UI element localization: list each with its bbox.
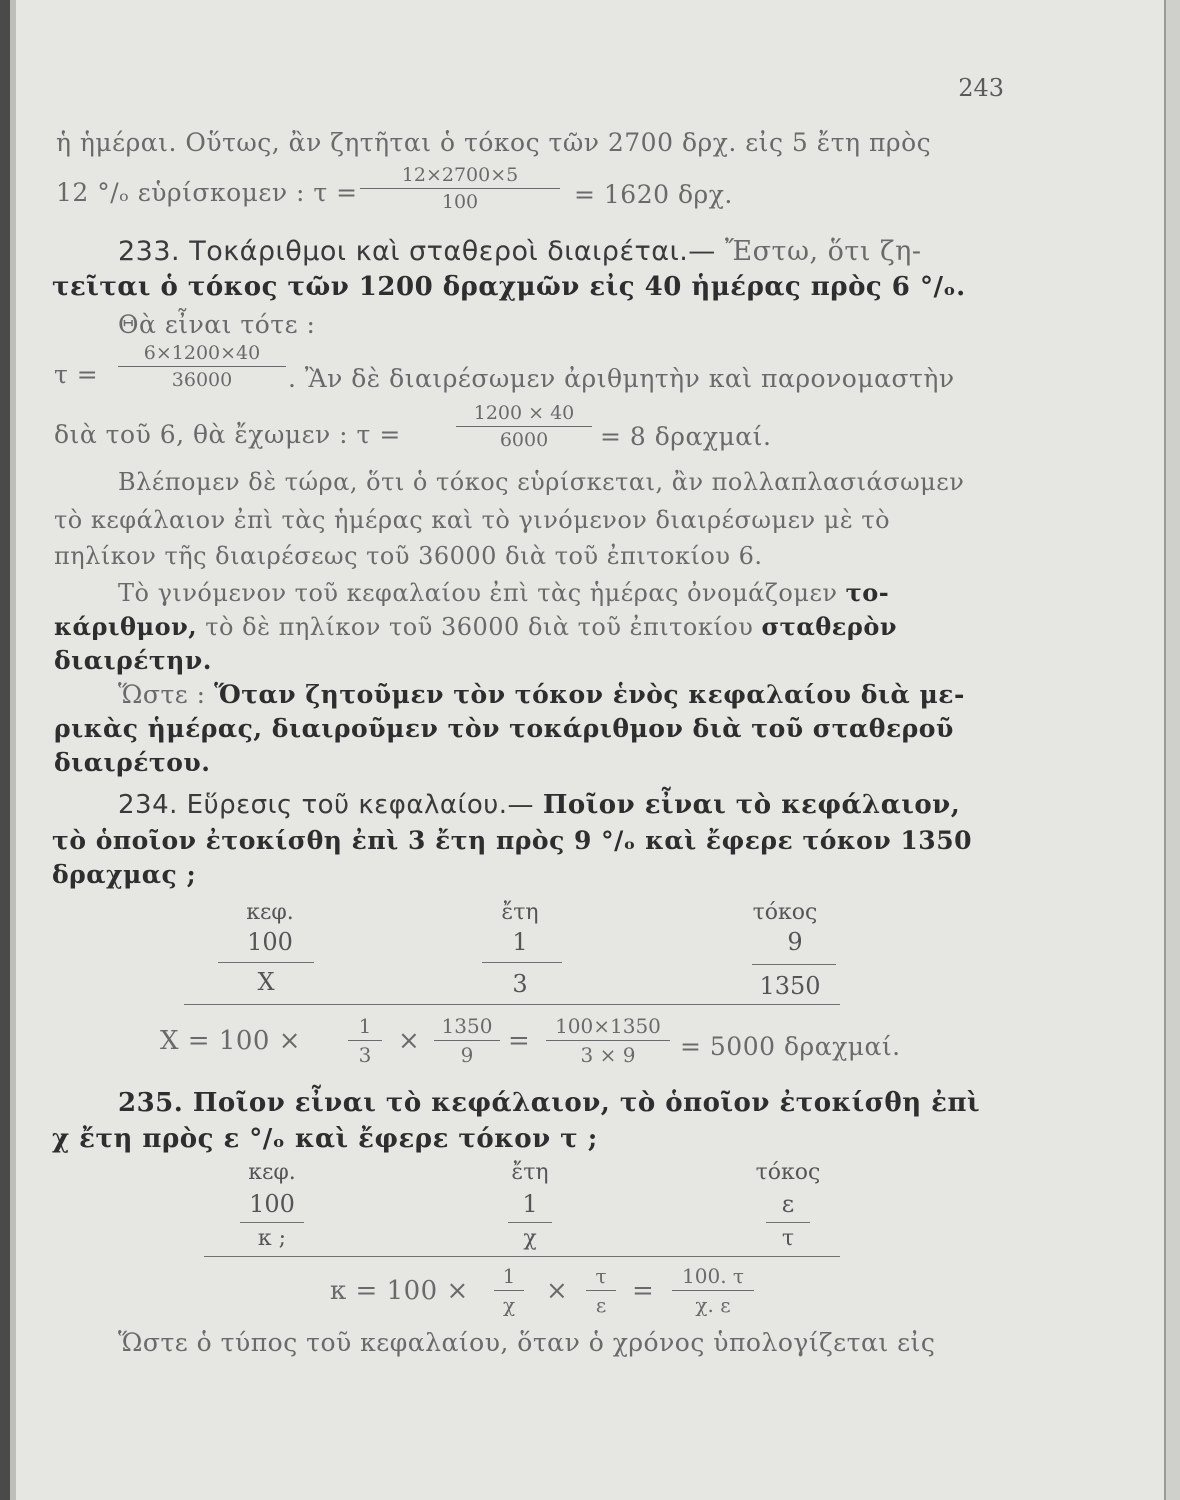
heading-text: 234. Εὕρεσις τοῦ κεφαλαίου.— (118, 790, 535, 820)
equation-text: = (508, 1026, 531, 1056)
fraction-bar (118, 366, 286, 367)
fraction-denominator: 3 (358, 1043, 372, 1067)
table-cell: 3 (512, 970, 528, 998)
equation-text: κ = 100 × (330, 1276, 469, 1306)
term-bold: το- (845, 578, 890, 607)
text-line: . Ἂν δὲ διαιρέσωμεν ἀριθμητὴν καὶ παρονομαστὴν (288, 364, 955, 393)
table-cell: 100 (249, 1190, 295, 1218)
table-cell: κ ; (257, 1226, 287, 1251)
text-line: διὰ τοῦ 6, θὰ ἔχωμεν : τ = (54, 420, 401, 449)
table-header: τόκος (752, 900, 818, 925)
fraction-denominator: 6000 (499, 429, 549, 451)
fraction-bar (672, 1290, 754, 1291)
table-header: κεφ. (246, 900, 294, 925)
table-cell: 1 (522, 1190, 538, 1218)
fraction-bar (218, 962, 314, 963)
text-line: τ = (54, 360, 99, 389)
rule-bold: ρικὰς ἡμέρας, διαιροῦμεν τὸν τοκάριθμον διὰ τοῦ σταθεροῦ (54, 714, 954, 743)
heading-text: 233. Τοκάριθμοι καὶ σταθεροὶ διαιρέται.— (118, 236, 716, 267)
fraction-denominator: χ (502, 1293, 516, 1317)
fraction-numerator: 6×1200×40 (143, 342, 261, 364)
fraction-denominator: 9 (460, 1043, 474, 1067)
fraction-numerator: 1350 (441, 1014, 493, 1038)
equation-text: × (546, 1276, 569, 1306)
fraction-numerator: 1 (502, 1264, 516, 1288)
fraction (672, 1264, 754, 1317)
equation-text: = 5000 δραχμαί. (680, 1032, 901, 1061)
fraction-bar (456, 426, 592, 427)
fraction-denominator: 36000 (171, 369, 233, 391)
fraction-bar (546, 1040, 670, 1041)
table-header: κεφ. (248, 1160, 296, 1185)
text-line: Θὰ εἶναι τότε : (118, 310, 316, 339)
text-line (118, 578, 889, 607)
fraction-bar (766, 1222, 810, 1223)
fraction-bar (752, 964, 836, 965)
fraction-numerator: 1200 × 40 (473, 402, 575, 424)
section-235-heading: 235. Ποῖον εἶναι τὸ κεφάλαιον, τὸ ὁποῖον ἐτοκίσθη ἐπὶ (118, 1088, 981, 1118)
table-rule (204, 1256, 840, 1257)
fraction-bar (482, 962, 562, 963)
text-line: τὸ κεφάλαιον ἐπὶ τὰς ἡμέρας καὶ τὸ γινόμενον διαιρέσωμεν μὲ τὸ (54, 506, 891, 534)
fraction-bar (494, 1290, 524, 1291)
text-line: Βλέπομεν δὲ τώρα, ὅτι ὁ τόκος εὑρίσκεται, ἂν πολλαπλασιάσωμεν (118, 468, 965, 496)
text-line: τεῖται ὁ τόκος τῶν 1200 δραχμῶν εἰς 40 ἡμέρας πρὸς 6 °/ₒ. (52, 272, 966, 302)
text-line: Ὥστε ὁ τύπος τοῦ κεφαλαίου, ὅταν ὁ χρόνος ὑπολογίζεται εἰς (118, 1328, 936, 1357)
table-header: ἔτη (501, 900, 539, 925)
text-span: Τὸ γινόμενον τοῦ κεφαλαίου ἐπὶ τὰς ἡμέρας ὀνομάζομεν (118, 579, 838, 607)
table-cell: 1 (512, 928, 528, 956)
text-line (54, 612, 897, 641)
term-bold: διαιρέτην. (54, 646, 212, 675)
table-cell: 1350 (759, 972, 821, 1000)
text-line: = 8 δραχμαί. (600, 422, 772, 451)
table-cell: ε (781, 1190, 795, 1218)
fraction (586, 1264, 616, 1317)
text-span: Ἔστω, ὅτι ζη- (724, 236, 922, 267)
text-line: 12 °/ₒ εὑρίσκομεν : τ = (56, 178, 358, 207)
page-number: 243 (958, 74, 1004, 102)
table-rule (184, 1004, 840, 1005)
fraction (118, 342, 286, 391)
rule-bold: διαιρέτου. (54, 748, 211, 777)
fraction-denominator: ε (595, 1293, 607, 1317)
term-bold: σταθερὸν (761, 612, 897, 641)
fraction-bar (348, 1040, 382, 1041)
fraction-bar (360, 188, 560, 189)
equation-text: Χ = 100 × (160, 1026, 301, 1056)
term-bold: κάριθμον, (54, 612, 198, 641)
equation-text: = (632, 1276, 655, 1306)
fraction-bar (508, 1222, 552, 1223)
text-line: τὸ ὁποῖον ἐτοκίσθη ἐπὶ 3 ἔτη πρὸς 9 °/ₒ καὶ ἔφερε τόκον 1350 (52, 826, 972, 855)
equation-text: × (398, 1026, 421, 1056)
text-line: ἡ ἡμέραι. Οὕτως, ἂν ζητῆται ὁ τόκος τῶν 2700 δρχ. εἰς 5 ἔτη πρὸς (56, 128, 932, 157)
fraction-denominator: χ. ε (695, 1293, 731, 1317)
fraction-bar (586, 1290, 616, 1291)
section-234-heading (118, 790, 960, 820)
fraction (456, 402, 592, 451)
fraction-denominator: 100 (441, 191, 479, 213)
text-line: = 1620 δρχ. (574, 180, 733, 209)
table-header: ἔτη (511, 1160, 549, 1185)
fraction-numerator: 1 (358, 1014, 372, 1038)
fraction (360, 164, 560, 213)
fraction-bar (434, 1040, 500, 1041)
fraction (434, 1014, 500, 1067)
text-span: Ποῖον εἶναι τὸ κεφάλαιον, (542, 790, 961, 820)
fraction (546, 1014, 670, 1067)
fraction-numerator: 12×2700×5 (401, 164, 519, 186)
section-233-heading (118, 236, 921, 267)
text-line: χ ἔτη πρὸς ε °/ₒ καὶ ἔφερε τόκον τ ; (52, 1124, 598, 1154)
fraction-bar (240, 1222, 304, 1223)
fraction-numerator: τ (595, 1264, 607, 1288)
fraction-denominator: 3 × 9 (580, 1043, 636, 1067)
fraction-numerator: 100×1350 (555, 1014, 661, 1038)
text-line: πηλίκον τῆς διαιρέσεως τοῦ 36000 διὰ τοῦ ἐπιτοκίου 6. (54, 542, 763, 570)
table-cell: χ (523, 1226, 537, 1251)
fraction (494, 1264, 524, 1317)
fraction (348, 1014, 382, 1067)
table-cell: Χ (257, 968, 275, 996)
text-span: τὸ δὲ πηλίκον τοῦ 36000 διὰ τοῦ ἐπιτοκίου (205, 613, 754, 641)
table-header: τόκος (755, 1160, 821, 1185)
table-cell: τ (781, 1226, 795, 1251)
text-line: δραχμας ; (52, 860, 197, 889)
table-cell: 9 (787, 928, 803, 956)
rule-bold: Ὅταν ζητοῦμεν τὸν τόκον ἑνὸς κεφαλαίου διὰ με- (214, 680, 965, 709)
table-cell: 100 (247, 928, 293, 956)
fraction-numerator: 100. τ (682, 1264, 744, 1288)
text-span: Ὥστε : (118, 680, 206, 709)
rule-statement (118, 680, 965, 709)
